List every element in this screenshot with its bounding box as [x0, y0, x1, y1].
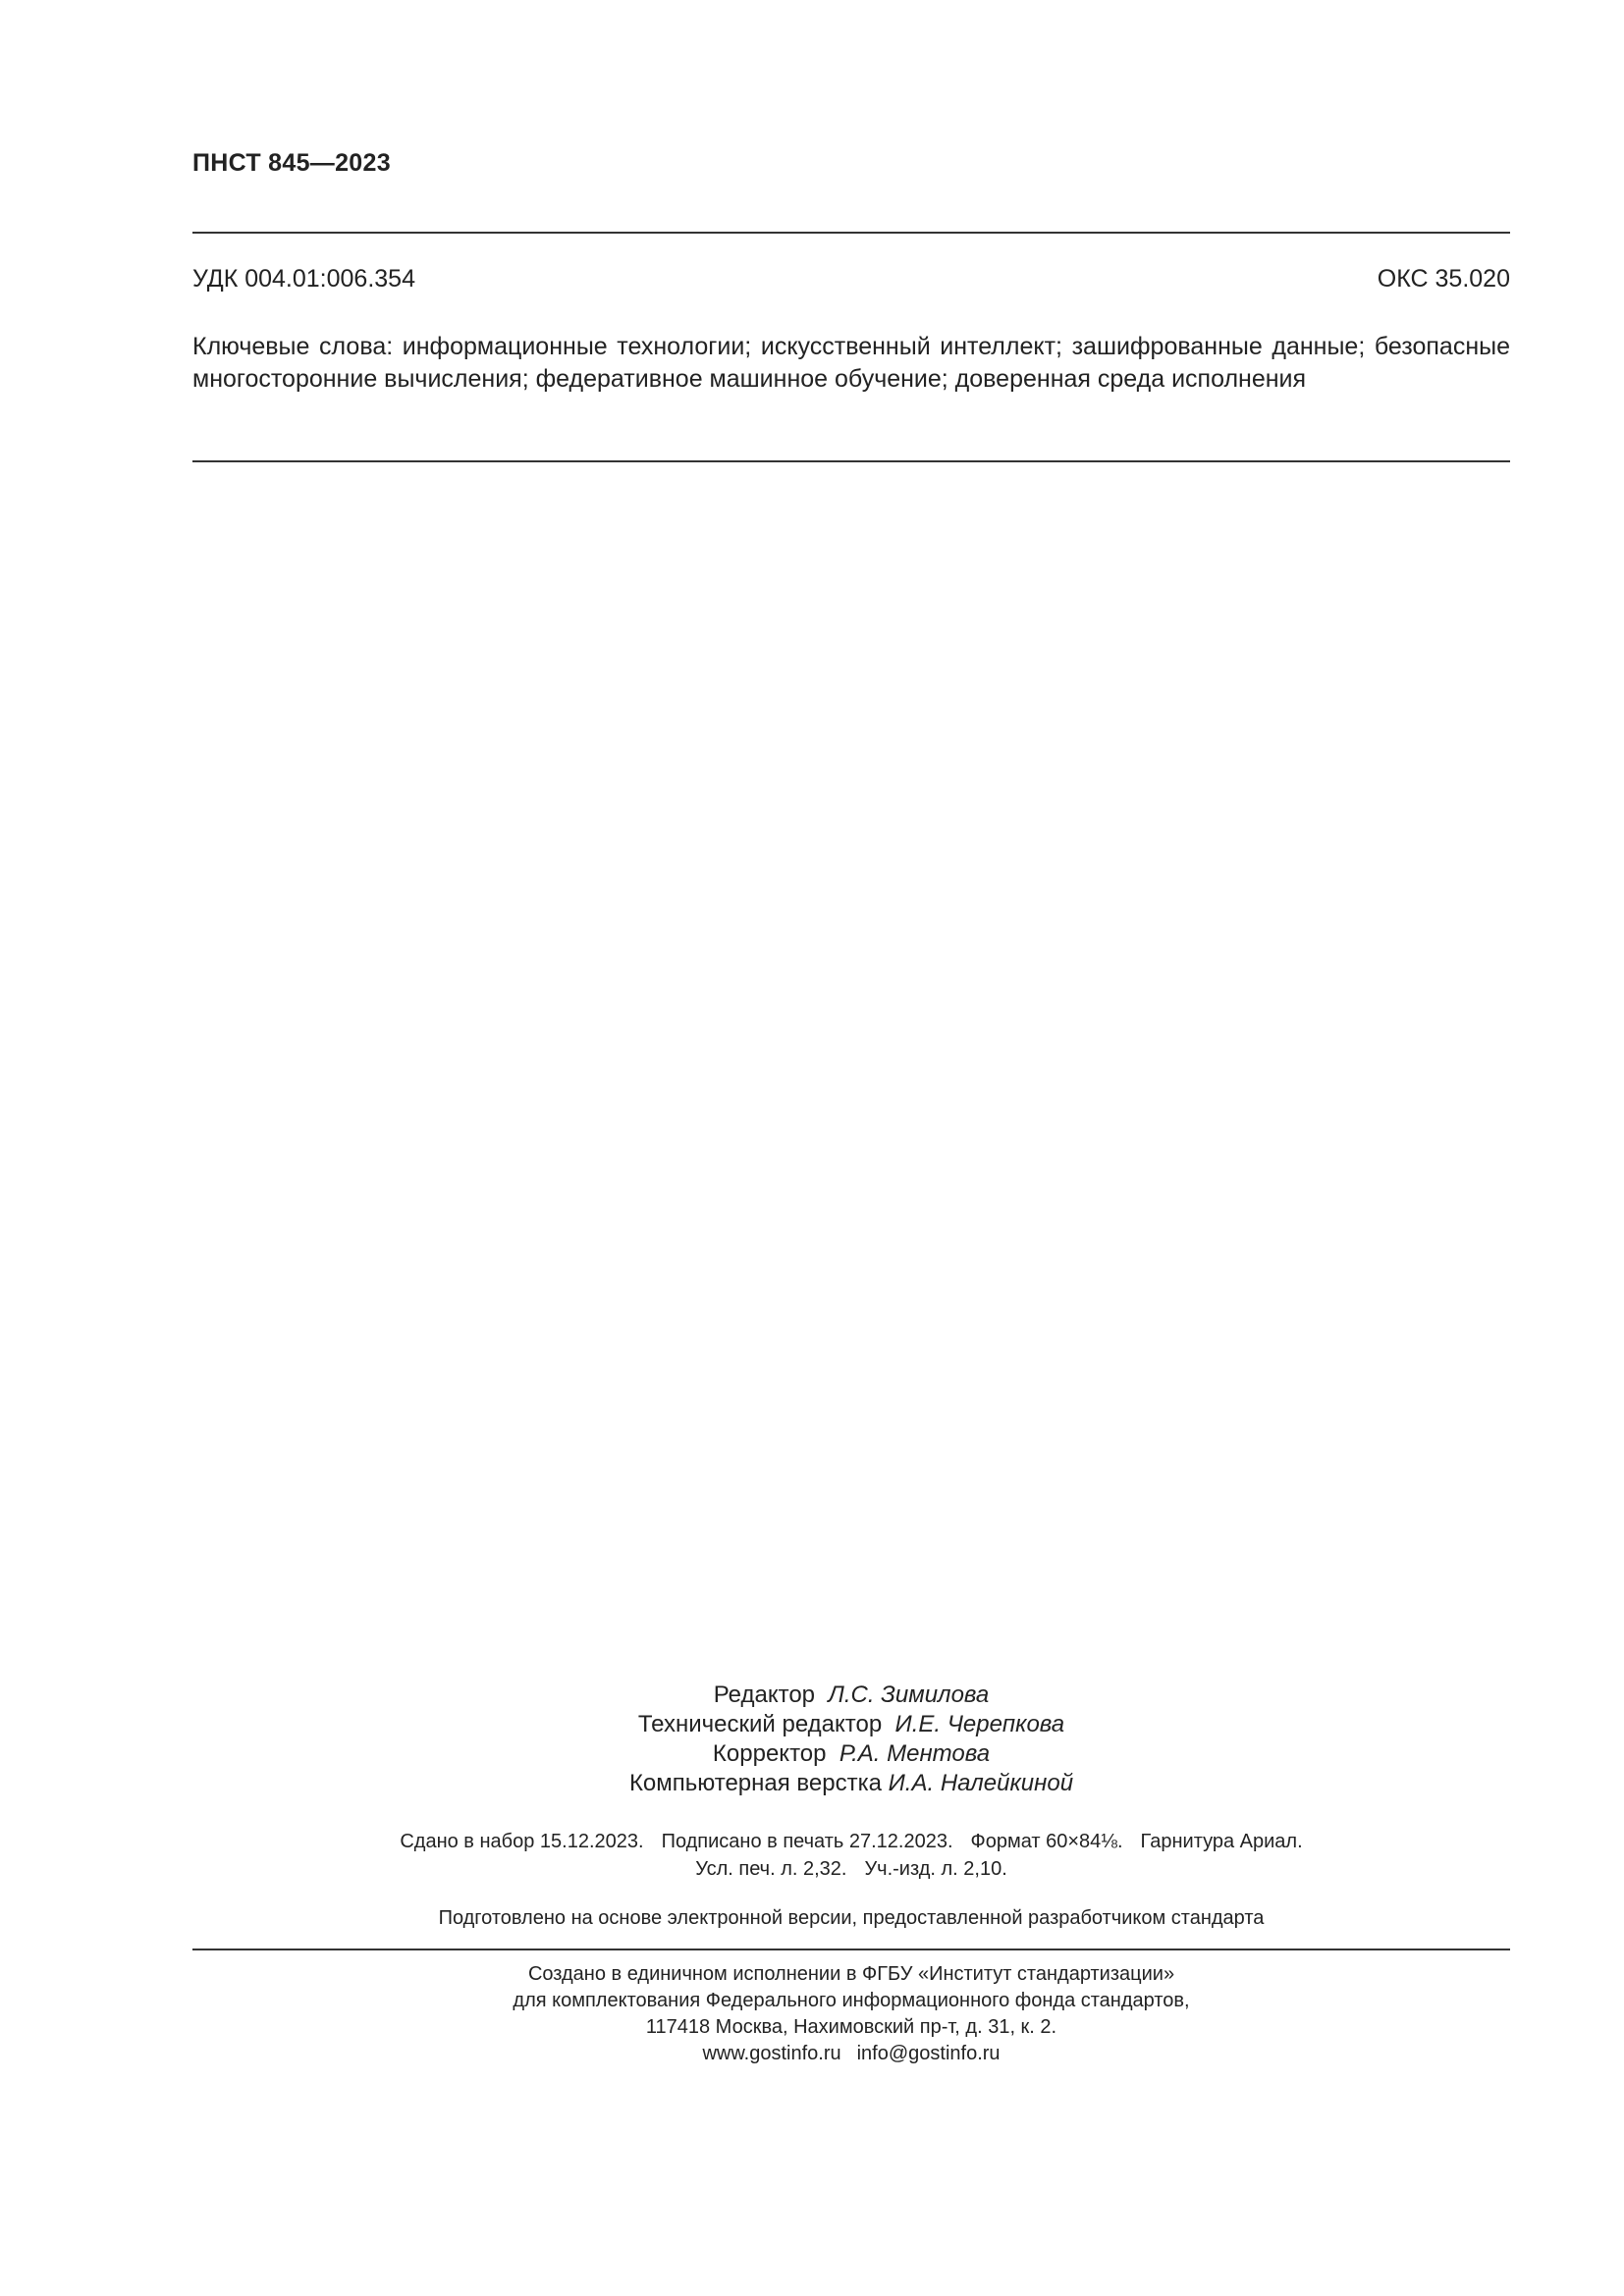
publisher-sheets: Уч.-изд. л. 2,10. [864, 1858, 1007, 1880]
keywords-divider [192, 460, 1510, 462]
classification-row [192, 265, 1510, 294]
credit-editor [192, 1681, 1510, 1710]
credit-role: Корректор [712, 1740, 827, 1767]
credit-role: Редактор [713, 1682, 816, 1708]
credit-person: И.А. Налейкиной [888, 1770, 1074, 1796]
prepared-note: Подготовлено на основе электронной версии, предоставленной разработчиком стандарта [438, 1907, 1265, 1929]
signed-date: Подписано в печать 27.12.2023. [661, 1831, 953, 1852]
document-code: ПНСТ 845—2023 [192, 149, 391, 177]
credit-tech-editor [192, 1710, 1510, 1739]
credit-layout [192, 1769, 1510, 1798]
submitted-date: Сдано в набор 15.12.2023. [400, 1831, 644, 1852]
top-divider [192, 232, 1510, 234]
credit-proofreader [192, 1739, 1510, 1769]
paper-format: Формат 60×84⅛. [970, 1831, 1123, 1852]
website-link[interactable]: www.gostinfo.ru [702, 2043, 841, 2064]
credit-role: Технический редактор [637, 1711, 883, 1737]
created-line-2: для комплектования Федерального информационного фонда стандартов, [513, 1990, 1190, 2011]
udk-code: УДК 004.01:006.354 [192, 265, 415, 293]
created-line-3: 117418 Москва, Нахимовский пр-т, д. 31, к. 2. [645, 2016, 1057, 2038]
credit-person: Л.С. Зимилова [828, 1682, 990, 1708]
keywords-paragraph: Ключевые слова: информационные технологии; искусственный интеллект; зашифрованные данные; безопасные многосторонние вычисления; федеративное машинное обучение; доверенная среда исполнения [192, 333, 1510, 393]
print-info-line-2 [192, 1855, 1510, 1883]
print-info-block [192, 1828, 1510, 1883]
credit-person: И.Е. Черепкова [894, 1711, 1065, 1737]
contacts-line [192, 2041, 1510, 2067]
typeface: Гарнитура Ариал. [1140, 1831, 1303, 1852]
created-block [192, 1961, 1510, 2067]
oks-code: ОКС 35.020 [1377, 265, 1510, 293]
print-info-line-1 [192, 1828, 1510, 1855]
credit-role: Компьютерная верстка [628, 1770, 882, 1796]
created-line-1: Создано в единичном исполнении в ФГБУ «Институт стандартизации» [527, 1963, 1175, 1985]
print-sheets: Усл. печ. л. 2,32. [695, 1858, 847, 1880]
credit-person: Р.А. Ментова [839, 1740, 991, 1767]
bottom-divider [192, 1949, 1510, 1950]
credits-block [192, 1681, 1510, 1798]
email-link[interactable]: info@gostinfo.ru [856, 2043, 1001, 2064]
